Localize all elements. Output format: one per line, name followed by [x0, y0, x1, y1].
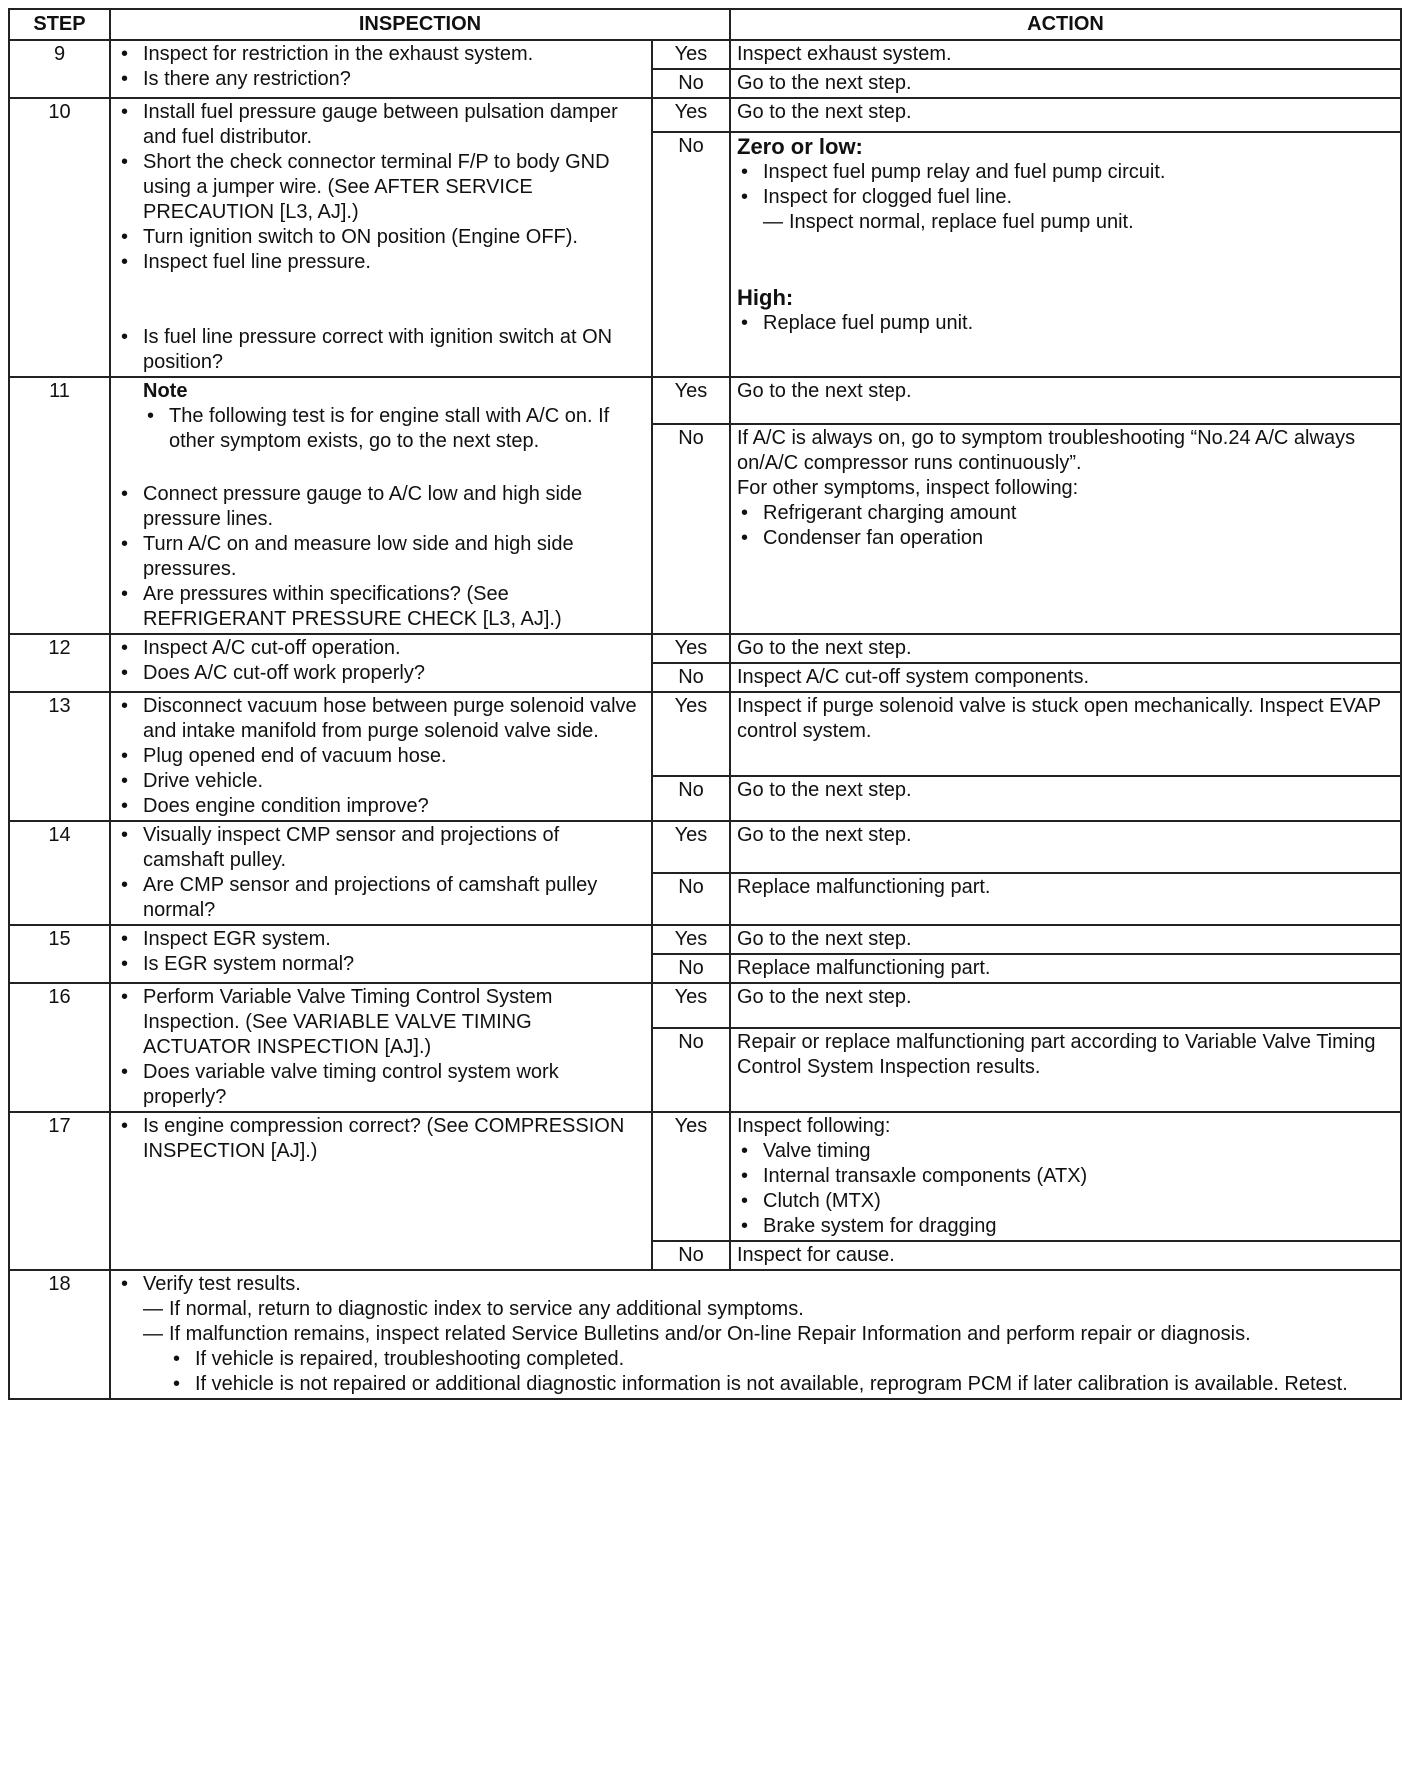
- action-item: • Clutch (MTX): [737, 1189, 1394, 1214]
- step-13-yes-row: [9, 692, 1401, 776]
- inspection-subsubitem: • If vehicle is not repaired or additional diagnostic information is not available, reprogram PCM if later calibration is available. Retest.: [169, 1372, 1392, 1397]
- yes-action: Go to the next step.: [730, 983, 1401, 1028]
- header-action: ACTION: [730, 9, 1401, 40]
- yes-label: Yes: [652, 377, 730, 424]
- action-text: For other symptoms, inspect following:: [737, 477, 1079, 500]
- inspection-subitem: — If malfunction remains, inspect related Service Bulletins and/or On-line Repair Information and perform repair or diagnosis. • If vehicle is repaired, troubleshooting completed. • If vehicle is not repaired or additional diagnostic information is not available, reprogram PCM if later calibration is available. Retest.: [143, 1322, 1392, 1397]
- no-label: No: [652, 1028, 730, 1112]
- no-label: No: [652, 776, 730, 821]
- step-number: 18: [9, 1270, 110, 1399]
- inspection-item: • Inspect EGR system.: [117, 927, 643, 952]
- step-number: 10: [9, 98, 110, 377]
- step-15-inspection: [110, 925, 652, 983]
- inspection-item: • Inspect for restriction in the exhaust system.: [117, 42, 643, 67]
- action-item: • Replace fuel pump unit.: [737, 311, 1394, 336]
- note-item: • The following test is for engine stall with A/C on. If other symptom exists, go to the next step.: [143, 404, 643, 454]
- action-text: Inspect following:: [737, 1115, 891, 1137]
- step-10-yes-row: [9, 98, 1401, 132]
- yes-label: Yes: [652, 40, 730, 69]
- inspection-item: • Are CMP sensor and projections of camshaft pulley normal?: [117, 873, 643, 923]
- no-action: [730, 424, 1401, 634]
- no-label: No: [652, 424, 730, 634]
- yes-action: Go to the next step.: [730, 634, 1401, 663]
- step-15-yes-row: [9, 925, 1401, 954]
- inspection-item: • Connect pressure gauge to A/C low and high side pressure lines.: [117, 482, 643, 532]
- inspection-item: • Does variable valve timing control system work properly?: [117, 1060, 643, 1110]
- no-action: [730, 132, 1401, 377]
- inspection-item: • Install fuel pressure gauge between pulsation damper and fuel distributor.: [117, 100, 643, 150]
- inspection-item: • Is EGR system normal?: [117, 952, 643, 977]
- inspection-subitem: — If normal, return to diagnostic index to service any additional symptoms.: [143, 1297, 1392, 1322]
- inspection-item: • Short the check connector terminal F/P to body GND using a jumper wire. (See AFTER SERVICE PRECAUTION [L3, AJ].): [117, 150, 643, 225]
- yes-action: Inspect exhaust system.: [730, 40, 1401, 69]
- step-14-inspection: [110, 821, 652, 925]
- step-17-yes-row: [9, 1112, 1401, 1241]
- no-label: No: [652, 1241, 730, 1270]
- no-label: No: [652, 132, 730, 377]
- inspection-item: • Are pressures within specifications? (See REFRIGERANT PRESSURE CHECK [L3, AJ].): [117, 582, 643, 632]
- inspection-item: • Turn ignition switch to ON position (Engine OFF).: [117, 225, 643, 250]
- inspection-subsubitem: • If vehicle is repaired, troubleshooting completed.: [169, 1347, 1392, 1372]
- yes-label: Yes: [652, 983, 730, 1028]
- inspection-item: • Visually inspect CMP sensor and projections of camshaft pulley.: [117, 823, 643, 873]
- no-label: No: [652, 954, 730, 983]
- no-action: Go to the next step.: [730, 776, 1401, 821]
- high-heading: High:: [737, 285, 794, 311]
- step-number: 12: [9, 634, 110, 692]
- inspection-item: • Disconnect vacuum hose between purge solenoid valve and intake manifold from purge solenoid valve side.: [117, 694, 643, 744]
- inspection-item: • Inspect fuel line pressure.: [117, 250, 643, 275]
- no-label: No: [652, 69, 730, 98]
- no-action: Go to the next step.: [730, 69, 1401, 98]
- step-9-inspection: [110, 40, 652, 98]
- yes-label: Yes: [652, 1112, 730, 1241]
- inspection-item: • Is fuel line pressure correct with ignition switch at ON position?: [117, 325, 643, 375]
- yes-label: Yes: [652, 692, 730, 776]
- yes-action: Inspect if purge solenoid valve is stuck open mechanically. Inspect EVAP control system.: [730, 692, 1401, 776]
- yes-label: Yes: [652, 634, 730, 663]
- inspection-item: • Plug opened end of vacuum hose.: [117, 744, 643, 769]
- step-number: 16: [9, 983, 110, 1112]
- action-text: If A/C is always on, go to symptom troubleshooting “No.24 A/C always on/A/C compressor runs continuously”.: [737, 427, 1356, 475]
- note-heading: Note: [143, 380, 188, 402]
- step-number: 13: [9, 692, 110, 821]
- troubleshooting-table: [8, 8, 1402, 1400]
- yes-action: Go to the next step.: [730, 98, 1401, 132]
- yes-label: Yes: [652, 821, 730, 873]
- no-action: Replace malfunctioning part.: [730, 873, 1401, 925]
- action-item: • Inspect for clogged fuel line. — Inspect normal, replace fuel pump unit.: [737, 185, 1394, 235]
- action-item: • Brake system for dragging: [737, 1214, 1394, 1239]
- inspection-item: • Inspect A/C cut-off operation.: [117, 636, 643, 661]
- action-item: • Valve timing: [737, 1139, 1394, 1164]
- no-label: No: [652, 873, 730, 925]
- action-item: • Internal transaxle components (ATX): [737, 1164, 1394, 1189]
- no-action: Inspect for cause.: [730, 1241, 1401, 1270]
- step-number: 17: [9, 1112, 110, 1270]
- action-item: • Inspect fuel pump relay and fuel pump circuit.: [737, 160, 1394, 185]
- step-12-yes-row: [9, 634, 1401, 663]
- inspection-item: • Turn A/C on and measure low side and high side pressures.: [117, 532, 643, 582]
- troubleshooting-document: [8, 8, 1400, 1400]
- action-item: • Condenser fan operation: [737, 526, 1394, 551]
- no-action: Repair or replace malfunctioning part according to Variable Valve Timing Control System Inspection results.: [730, 1028, 1401, 1112]
- step-number: 15: [9, 925, 110, 983]
- step-16-inspection: [110, 983, 652, 1112]
- yes-action: Go to the next step.: [730, 821, 1401, 873]
- step-14-yes-row: [9, 821, 1401, 873]
- step-number: 14: [9, 821, 110, 925]
- header-row: [9, 9, 1401, 40]
- step-number: 9: [9, 40, 110, 98]
- no-label: No: [652, 663, 730, 692]
- step-18-inspection: [110, 1270, 1401, 1399]
- step-number: 11: [9, 377, 110, 634]
- yes-label: Yes: [652, 925, 730, 954]
- step-10-inspection: [110, 98, 652, 377]
- action-item: • Refrigerant charging amount: [737, 501, 1394, 526]
- action-subitem: — Inspect normal, replace fuel pump unit.: [763, 210, 1394, 235]
- inspection-item: • Does A/C cut-off work properly?: [117, 661, 643, 686]
- inspection-item: • Verify test results. — If normal, return to diagnostic index to service any additional symptoms. — If malfunction remains, inspect related Service Bulletins and/or On-line Repair Information and perform repair or diagnosis. • If vehicle is repaired, troubleshooting completed. • If vehicle is not repaired or additional diagnostic information is not available, reprogram PCM if later calibration is available. Retest.: [117, 1272, 1392, 1397]
- yes-label: Yes: [652, 98, 730, 132]
- step-16-yes-row: [9, 983, 1401, 1028]
- step-9-yes-row: [9, 40, 1401, 69]
- step-18-row: [9, 1270, 1401, 1399]
- inspection-item: • Is engine compression correct? (See COMPRESSION INSPECTION [AJ].): [117, 1114, 643, 1164]
- no-action: Replace malfunctioning part.: [730, 954, 1401, 983]
- yes-action: [730, 1112, 1401, 1241]
- inspection-item: • Drive vehicle.: [117, 769, 643, 794]
- no-action: Inspect A/C cut-off system components.: [730, 663, 1401, 692]
- inspection-item: • Is there any restriction?: [117, 67, 643, 92]
- step-17-inspection: [110, 1112, 652, 1270]
- inspection-item: • Does engine condition improve?: [117, 794, 643, 819]
- step-11-inspection: [110, 377, 652, 634]
- step-12-inspection: [110, 634, 652, 692]
- yes-action: Go to the next step.: [730, 377, 1401, 424]
- zero-or-low-heading: Zero or low:: [737, 134, 863, 160]
- header-step: STEP: [9, 9, 110, 40]
- step-13-inspection: [110, 692, 652, 821]
- inspection-item: • Perform Variable Valve Timing Control System Inspection. (See VARIABLE VALVE TIMING ACTUATOR INSPECTION [AJ].): [117, 985, 643, 1060]
- yes-action: Go to the next step.: [730, 925, 1401, 954]
- header-inspection: INSPECTION: [110, 9, 730, 40]
- step-11-yes-row: [9, 377, 1401, 424]
